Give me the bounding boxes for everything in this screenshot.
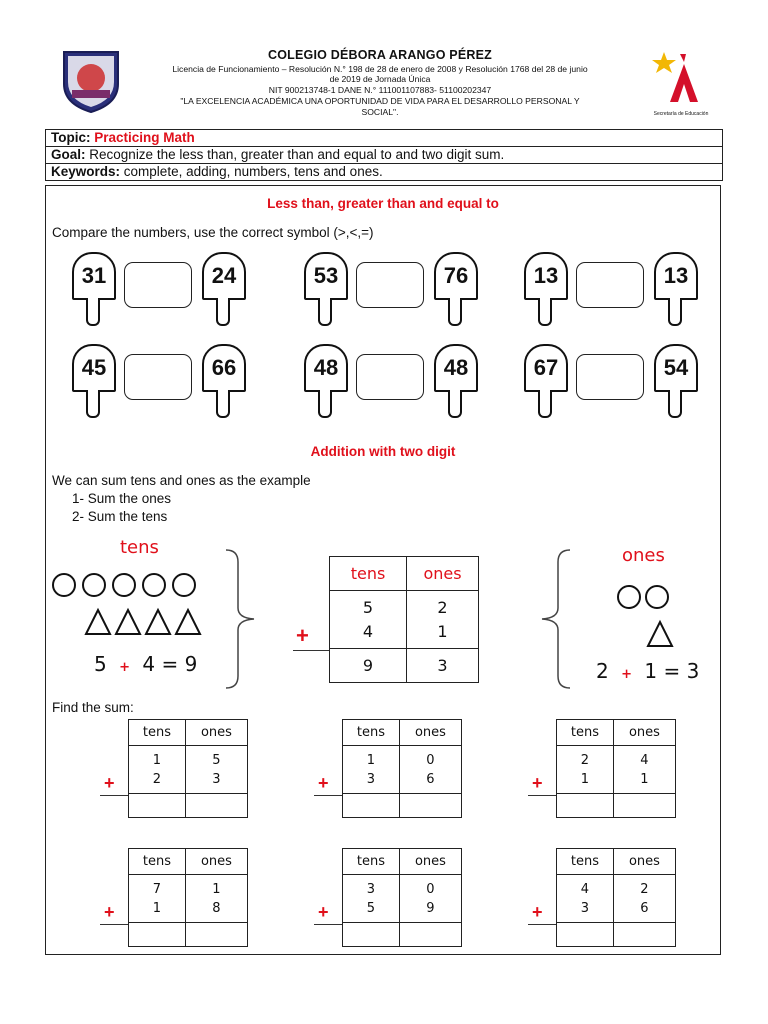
answer-ones-cell[interactable] bbox=[399, 923, 461, 947]
popsicle-value: 13 bbox=[524, 252, 568, 300]
popsicle-number-left bbox=[72, 252, 116, 332]
circle-shape bbox=[617, 585, 641, 609]
header-ones: ones bbox=[399, 720, 461, 746]
motto-line-2: SOCIAL". bbox=[361, 107, 399, 117]
ones-illustration-label: ones bbox=[622, 545, 665, 566]
triangle-shape bbox=[86, 610, 110, 634]
compare-symbol-box[interactable] bbox=[356, 354, 424, 400]
goal-label: Goal: bbox=[51, 147, 86, 162]
tens-digit: 2 bbox=[580, 752, 590, 768]
tens-digit: 5 bbox=[366, 900, 376, 916]
popsicle-stick bbox=[216, 298, 230, 326]
problem-plus-sign: + bbox=[532, 773, 543, 793]
answer-ones-cell[interactable] bbox=[399, 794, 461, 818]
sum-problem-table bbox=[556, 719, 676, 818]
example-sum-table bbox=[329, 556, 479, 683]
popsicle-number-right bbox=[654, 344, 698, 424]
license-line-1: Licencia de Funcionamiento – Resolución N.° 198 de 28 de enero de 2008 y Resolución 1768 del 28 de junio bbox=[172, 64, 588, 74]
keywords-row bbox=[46, 164, 722, 181]
header-tens: tens bbox=[557, 720, 614, 746]
problem-sum-line bbox=[100, 924, 128, 925]
popsicle-stick bbox=[448, 298, 462, 326]
tens-digit: 1 bbox=[152, 752, 162, 768]
problem-plus-sign: + bbox=[318, 773, 329, 793]
popsicle-stick bbox=[448, 390, 462, 418]
header-tens: tens bbox=[129, 720, 186, 746]
example-plus-sign: + bbox=[296, 623, 309, 648]
tens-digit: 1 bbox=[580, 771, 590, 787]
answer-tens-cell[interactable] bbox=[557, 923, 614, 947]
tens-digit: 4 bbox=[580, 881, 590, 897]
popsicle-value: 45 bbox=[72, 344, 116, 392]
tens-digits-cell bbox=[343, 875, 400, 923]
ones-triangle bbox=[646, 618, 676, 648]
right-logo-caption: Secretaría de Educación bbox=[653, 111, 709, 117]
tens-eq-result: = 9 bbox=[161, 652, 198, 676]
tens-digits-cell bbox=[557, 875, 614, 923]
example-tens-result: 9 bbox=[330, 649, 407, 683]
ones-digit: 2 bbox=[640, 881, 649, 897]
example-ones-result: 3 bbox=[407, 649, 479, 683]
header-ones: ones bbox=[185, 849, 247, 875]
problem-plus-sign: + bbox=[532, 902, 543, 922]
popsicle-stick bbox=[668, 390, 682, 418]
tens-equation bbox=[94, 652, 197, 676]
tens-digit: 1 bbox=[366, 752, 376, 768]
ones-digits-cell bbox=[399, 875, 461, 923]
popsicle-number-left bbox=[304, 252, 348, 332]
topic-row bbox=[46, 130, 722, 147]
example-sum-line bbox=[293, 650, 329, 651]
ones-digits-cell bbox=[613, 875, 675, 923]
example-header-ones: ones bbox=[407, 557, 479, 591]
ones-eq-b: 1 bbox=[644, 659, 658, 683]
header-tens: tens bbox=[343, 720, 400, 746]
ids-line: NIT 900213748-1 DANE N.° 111001107883- 51100202347 bbox=[268, 85, 492, 95]
ones-circles bbox=[617, 585, 669, 609]
popsicle-value: 48 bbox=[434, 344, 478, 392]
tens-digit: 2 bbox=[152, 771, 162, 787]
example-header-tens: tens bbox=[330, 557, 407, 591]
ones-digit: 0 bbox=[426, 752, 435, 768]
ones-digit: 1 bbox=[640, 771, 649, 787]
answer-ones-cell[interactable] bbox=[613, 794, 675, 818]
header-tens: tens bbox=[129, 849, 186, 875]
popsicle-number-right bbox=[434, 344, 478, 424]
tens-eq-plus: + bbox=[119, 660, 130, 675]
keywords-value: complete, adding, numbers, tens and ones. bbox=[123, 164, 383, 179]
header-ones: ones bbox=[399, 849, 461, 875]
license-line-2: de 2019 de Jornada Única bbox=[329, 74, 431, 84]
example-tens-cell bbox=[330, 591, 407, 649]
sum-problem-table bbox=[128, 848, 248, 947]
sum-problem-table bbox=[556, 848, 676, 947]
school-crest-logo bbox=[58, 48, 124, 114]
answer-tens-cell[interactable] bbox=[129, 794, 186, 818]
sum-problem-table bbox=[128, 719, 248, 818]
popsicle-number-right bbox=[434, 252, 478, 332]
header-tens: tens bbox=[557, 849, 614, 875]
tens-digit: 7 bbox=[152, 881, 162, 897]
ones-digit: 6 bbox=[426, 771, 435, 787]
ones-digits-cell bbox=[185, 875, 247, 923]
ones-digits-cell bbox=[399, 746, 461, 794]
answer-tens-cell[interactable] bbox=[343, 794, 400, 818]
addition-step-1: 1- Sum the ones bbox=[72, 491, 172, 506]
tens-eq-a: 5 bbox=[94, 652, 107, 676]
addition-section-title: Addition with two digit bbox=[310, 444, 456, 459]
compare-symbol-box[interactable] bbox=[576, 354, 644, 400]
problem-sum-line bbox=[314, 924, 342, 925]
popsicle-stick bbox=[86, 298, 100, 326]
tens-digit: 1 bbox=[152, 900, 162, 916]
goal-row bbox=[46, 147, 722, 164]
popsicle-number-left bbox=[524, 252, 568, 332]
ones-eq-plus: + bbox=[621, 667, 632, 682]
popsicle-stick bbox=[86, 390, 100, 418]
popsicle-number-left bbox=[72, 344, 116, 424]
circle-shape bbox=[645, 585, 669, 609]
popsicle-value: 76 bbox=[434, 252, 478, 300]
ones-digit: 3 bbox=[212, 771, 221, 787]
popsicle-value: 31 bbox=[72, 252, 116, 300]
tens-triangles bbox=[84, 606, 210, 636]
popsicle-value: 67 bbox=[524, 344, 568, 392]
circle-shape bbox=[172, 573, 196, 597]
compare-symbol-box[interactable] bbox=[356, 262, 424, 308]
topic-value: Practicing Math bbox=[94, 130, 195, 145]
ones-equation bbox=[596, 659, 699, 683]
ones-digit: 0 bbox=[426, 881, 435, 897]
example-ones-cell bbox=[407, 591, 479, 649]
problem-plus-sign: + bbox=[104, 773, 115, 793]
motto-line-1: "LA EXCELENCIA ACADÉMICA UNA OPORTUNIDAD DE VIDA PARA EL DESARROLLO PERSONAL Y bbox=[180, 96, 580, 106]
popsicle-value: 13 bbox=[654, 252, 698, 300]
tens-digits-cell bbox=[129, 875, 186, 923]
ones-digit: 6 bbox=[640, 900, 649, 916]
keywords-label: Keywords: bbox=[51, 164, 121, 179]
ones-digit: 5 bbox=[212, 752, 221, 768]
tens-digit: 3 bbox=[580, 900, 590, 916]
answer-ones-cell[interactable] bbox=[613, 923, 675, 947]
ones-digits-cell bbox=[613, 746, 675, 794]
ones-digits-cell bbox=[185, 746, 247, 794]
ones-eq-a: 2 bbox=[596, 659, 609, 683]
compare-section-title: Less than, greater than and equal to bbox=[267, 196, 499, 211]
popsicle-number-right bbox=[654, 252, 698, 332]
circle-shape bbox=[112, 573, 136, 597]
problem-sum-line bbox=[528, 924, 556, 925]
circle-shape bbox=[142, 573, 166, 597]
answer-ones-cell[interactable] bbox=[185, 923, 247, 947]
compare-instruction: Compare the numbers, use the correct symbol (>,<,=) bbox=[52, 225, 374, 240]
circle-shape bbox=[82, 573, 106, 597]
tens-eq-b: 4 bbox=[142, 652, 156, 676]
ones-eq-result: = 3 bbox=[663, 659, 700, 683]
circle-shape bbox=[52, 573, 76, 597]
popsicle-value: 48 bbox=[304, 344, 348, 392]
tens-digits-cell bbox=[129, 746, 186, 794]
tens-digit: 3 bbox=[366, 881, 376, 897]
popsicle-stick bbox=[538, 298, 552, 326]
tens-digit: 3 bbox=[366, 771, 376, 787]
ones-digit: 9 bbox=[426, 900, 435, 916]
popsicle-number-right bbox=[202, 252, 246, 332]
popsicle-stick bbox=[668, 298, 682, 326]
header-ones: ones bbox=[613, 720, 675, 746]
lesson-info-table bbox=[45, 129, 723, 181]
addition-step-2: 2- Sum the tens bbox=[72, 509, 168, 524]
example-ones-top: 2 bbox=[437, 597, 448, 617]
popsicle-value: 53 bbox=[304, 252, 348, 300]
compare-symbol-box[interactable] bbox=[124, 354, 192, 400]
goal-value: Recognize the less than, greater than and equal to and two digit sum. bbox=[89, 147, 505, 162]
example-ones-bottom: 1 bbox=[437, 621, 448, 641]
header-ones: ones bbox=[185, 720, 247, 746]
popsicle-value: 66 bbox=[202, 344, 246, 392]
answer-tens-cell[interactable] bbox=[557, 794, 614, 818]
triangle-shape bbox=[648, 622, 672, 646]
answer-tens-cell[interactable] bbox=[343, 923, 400, 947]
left-brace bbox=[536, 548, 572, 690]
popsicle-value: 24 bbox=[202, 252, 246, 300]
problem-plus-sign: + bbox=[104, 902, 115, 922]
tens-circles bbox=[52, 573, 196, 597]
popsicle-value: 54 bbox=[654, 344, 698, 392]
education-secretariat-logo bbox=[646, 50, 716, 120]
ones-digit: 4 bbox=[640, 752, 649, 768]
problem-plus-sign: + bbox=[318, 902, 329, 922]
find-sum-label: Find the sum: bbox=[52, 700, 134, 715]
right-brace bbox=[224, 548, 260, 690]
addition-intro: We can sum tens and ones as the example bbox=[52, 473, 311, 488]
problem-sum-line bbox=[528, 795, 556, 796]
answer-ones-cell[interactable] bbox=[185, 794, 247, 818]
ones-digit: 8 bbox=[212, 900, 221, 916]
answer-tens-cell[interactable] bbox=[129, 923, 186, 947]
ones-digit: 1 bbox=[212, 881, 221, 897]
popsicle-stick bbox=[318, 390, 332, 418]
popsicle-stick bbox=[216, 390, 230, 418]
school-name: COLEGIO DÉBORA ARANGO PÉREZ bbox=[268, 48, 492, 62]
problem-sum-line bbox=[100, 795, 128, 796]
example-tens-top: 5 bbox=[362, 597, 374, 617]
header-ones: ones bbox=[613, 849, 675, 875]
tens-illustration-label: tens bbox=[120, 537, 159, 558]
popsicle-number-left bbox=[524, 344, 568, 424]
triangle-shape bbox=[116, 610, 140, 634]
triangle-shape bbox=[176, 610, 200, 634]
topic-label: Topic: bbox=[51, 130, 91, 145]
popsicle-number-left bbox=[304, 344, 348, 424]
header-tens: tens bbox=[343, 849, 400, 875]
sum-problem-table bbox=[342, 719, 462, 818]
problem-sum-line bbox=[314, 795, 342, 796]
tens-digits-cell bbox=[557, 746, 614, 794]
compare-symbol-box[interactable] bbox=[124, 262, 192, 308]
popsicle-number-right bbox=[202, 344, 246, 424]
tens-digits-cell bbox=[343, 746, 400, 794]
example-tens-bottom: 4 bbox=[362, 621, 374, 641]
popsicle-stick bbox=[538, 390, 552, 418]
sum-problem-table bbox=[342, 848, 462, 947]
triangle-shape bbox=[146, 610, 170, 634]
compare-symbol-box[interactable] bbox=[576, 262, 644, 308]
popsicle-stick bbox=[318, 298, 332, 326]
